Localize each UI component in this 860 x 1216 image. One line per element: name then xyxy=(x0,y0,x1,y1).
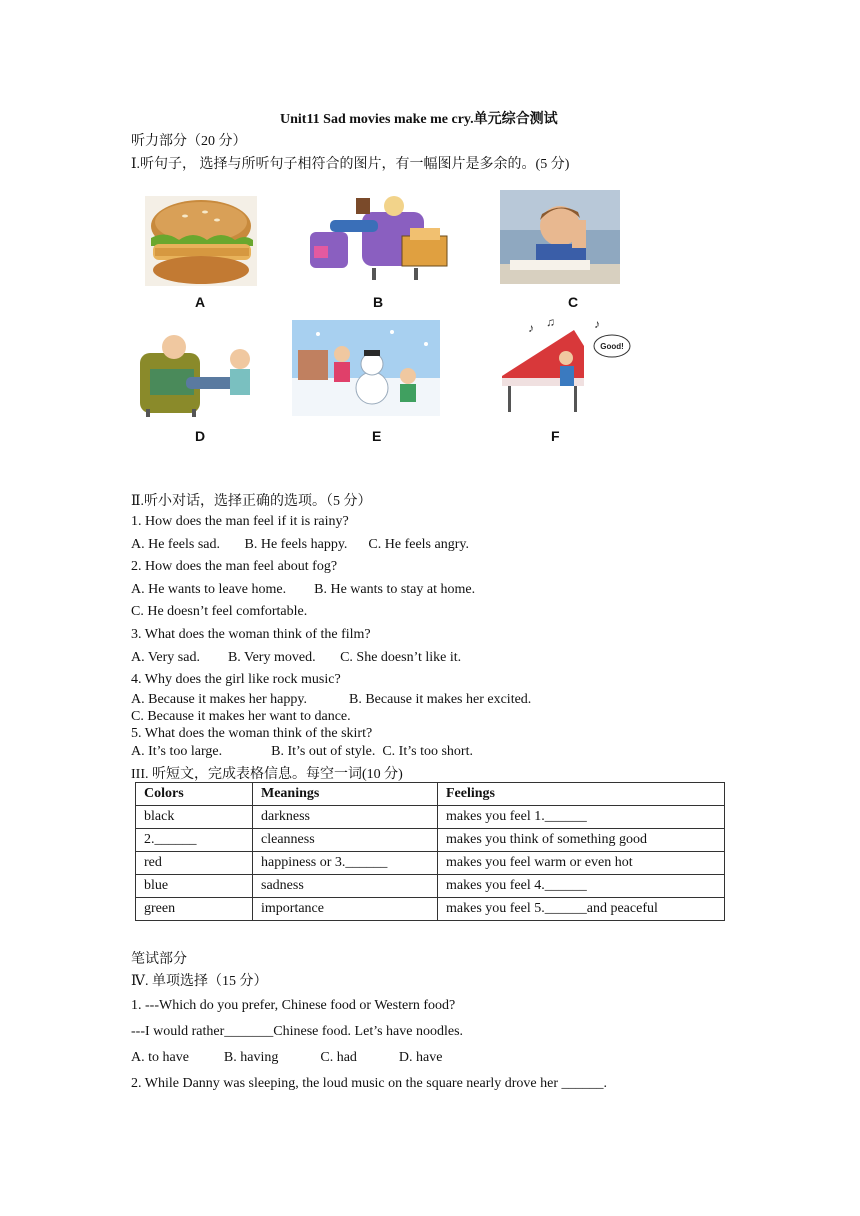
part4-line: 1. ---Which do you prefer, Chinese food or Western food? xyxy=(131,998,456,1013)
part4-heading: Ⅳ. 单项选择（15 分） xyxy=(131,974,268,989)
part2-line: 3. What does the woman think of the film? xyxy=(131,627,371,642)
picture-label-a: A xyxy=(195,294,206,310)
part2-line: 2. How does the man feel about fog? xyxy=(131,559,338,574)
svg-text:♫: ♫ xyxy=(546,316,555,329)
table-cell: green xyxy=(136,898,253,921)
table-cell: red xyxy=(136,852,253,875)
page-title: Unit11 Sad movies make me cry.单元综合测试 xyxy=(280,112,558,127)
part2-line: A. He wants to leave home. B. He wants to stay at home. xyxy=(131,582,476,597)
part2-line: A. Because it makes her happy. B. Because it makes her excited. xyxy=(131,692,532,707)
table-row xyxy=(136,898,725,921)
table-header-cell: Meanings xyxy=(253,783,438,806)
part2-line: 4. Why does the girl like rock music? xyxy=(131,672,341,687)
picture-label-d: D xyxy=(195,428,206,444)
svg-text:♪: ♪ xyxy=(528,321,534,335)
table-cell: sadness xyxy=(253,875,438,898)
part2-line: A. Very sad. B. Very moved. C. She doesn’t like it. xyxy=(131,650,462,665)
table-row xyxy=(136,829,725,852)
part2-line: A. He feels sad. B. He feels happy. C. He feels angry. xyxy=(131,537,469,552)
hamburger-picture xyxy=(145,196,257,286)
part4-line: 2. While Danny was sleeping, the loud music on the square nearly drove her ______. xyxy=(131,1076,608,1091)
part2-line: A. It’s too large. B. It’s out of style. C. It’s too short. xyxy=(131,744,473,759)
table-row xyxy=(136,875,725,898)
table-cell: cleanness xyxy=(253,829,438,852)
picture-label-b: B xyxy=(373,294,384,310)
picture-label-f: F xyxy=(551,428,560,444)
part2-line: C. Because it makes her want to dance. xyxy=(131,709,351,724)
table-header-cell: Feelings xyxy=(438,783,725,806)
table-cell: makes you feel 4.______ xyxy=(438,875,725,898)
tired-boy-at-desk-picture xyxy=(500,190,620,284)
svg-text:♪: ♪ xyxy=(594,317,600,331)
part3-heading: III. 听短文，完成表格信息。每空一词(10 分) xyxy=(131,767,403,782)
table-cell: black xyxy=(136,806,253,829)
table-cell: happiness or 3.______ xyxy=(253,852,438,875)
table-header-row xyxy=(136,783,725,806)
table-cell: makes you feel warm or even hot xyxy=(438,852,725,875)
part2-heading: Ⅱ.听小对话，选择正确的选项。（5 分） xyxy=(131,494,372,509)
written-heading: 笔试部分 xyxy=(131,952,187,967)
girl-playing-piano-picture xyxy=(494,316,636,416)
table-cell: makes you feel 1.______ xyxy=(438,806,725,829)
part2-line: C. He doesn’t feel comfortable. xyxy=(131,604,308,619)
picture-label-e: E xyxy=(372,428,382,444)
part1-heading: Ⅰ.听句子， 选择与所听句子相符合的图片，有一幅图片是多余的。(5 分) xyxy=(131,157,570,172)
speech-bubble-text: Good! xyxy=(600,342,624,351)
man-reading-in-armchair-picture xyxy=(302,190,457,285)
picture-label-c: C xyxy=(568,294,579,310)
part2-line: 1. How does the man feel if it is rainy? xyxy=(131,514,349,529)
colors-table xyxy=(135,782,725,921)
table-row xyxy=(136,852,725,875)
part2-line: 5. What does the woman think of the skirt? xyxy=(131,726,373,741)
table-row xyxy=(136,806,725,829)
table-cell: makes you feel 5.______and peaceful xyxy=(438,898,725,921)
table-header-cell: Colors xyxy=(136,783,253,806)
table-cell: darkness xyxy=(253,806,438,829)
part4-line: ---I would rather_______Chinese food. Let’s have noodles. xyxy=(131,1024,464,1039)
table-cell: importance xyxy=(253,898,438,921)
table-cell: makes you think of something good xyxy=(438,829,725,852)
kids-with-snowman-picture xyxy=(292,320,440,416)
table-cell: 2.______ xyxy=(136,829,253,852)
part4-line: A. to have B. having C. had D. have xyxy=(131,1050,443,1065)
listening-heading: 听力部分（20 分） xyxy=(131,134,247,149)
table-cell: blue xyxy=(136,875,253,898)
man-eating-in-armchair-picture xyxy=(136,323,256,418)
